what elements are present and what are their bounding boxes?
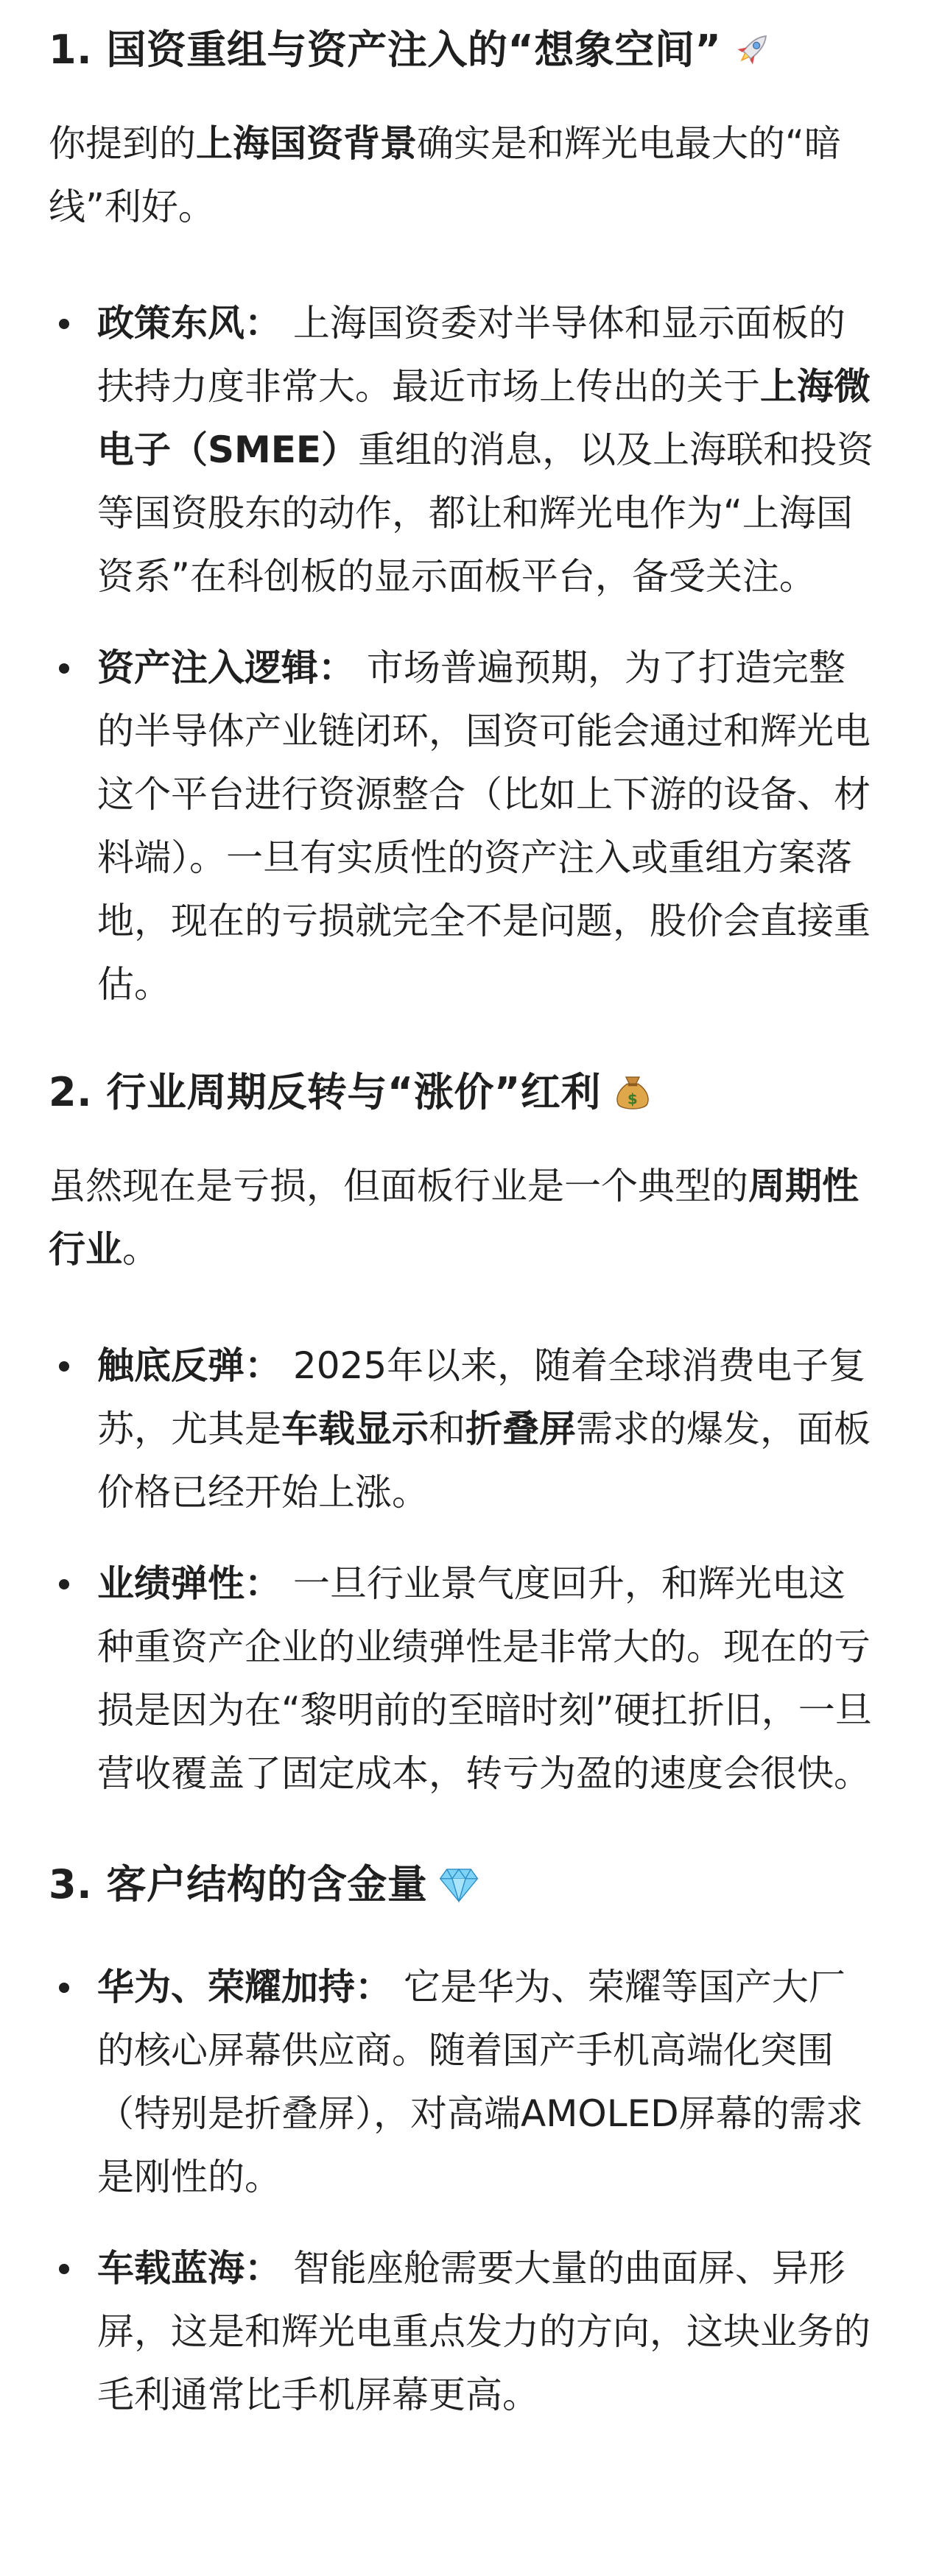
item-label: 车载蓝海： [97, 2247, 281, 2290]
intro-text: 。 [122, 1228, 159, 1271]
list-item [49, 1334, 881, 1524]
section-title [49, 1063, 881, 1122]
list-item [49, 292, 881, 608]
item-emphasis: 车载显示 [281, 1408, 429, 1450]
item-text: 上海国资委对半导体和显示面板的扶持力度非常大。最近市场上传出的关于 [97, 302, 846, 408]
bullet-list [49, 1955, 881, 2427]
intro-emphasis: 上海国资背景 [196, 122, 417, 165]
section-1 [49, 21, 881, 1016]
item-emphasis: 折叠屏 [465, 1408, 576, 1450]
svg-text:$: $ [627, 1090, 639, 1108]
intro-text: 确实是和辉光电最大的“暗线”利好。 [49, 122, 841, 228]
item-label: 业绩弹性： [97, 1562, 281, 1605]
item-label: 华为、荣耀加持： [97, 1966, 392, 2008]
list-item [49, 2237, 881, 2427]
section-title [49, 21, 881, 80]
intro-text: 虽然现在是亏损，但面板行业是一个典型的 [49, 1165, 748, 1207]
section-title-text: 3. 客户结构的含金量 [49, 1861, 428, 1908]
item-label: 资产注入逻辑： [97, 646, 355, 689]
bullet-dot-icon [59, 319, 69, 329]
gem-icon [437, 1863, 480, 1905]
money-bag-icon [611, 1070, 654, 1113]
item-text: 智能座舱需要大量的曲面屏、异形屏，这是和辉光电重点发力的方向，这块业务的毛利通常比手机屏幕更高。 [97, 2247, 871, 2416]
item-text: 市场普遍预期，为了打造完整的半导体产业链闭环，国资可能会通过和辉光电这个平台进行资源整合（比如上下游的设备、材料端）。一旦有实质性的资产注入或重组方案落地，现在的亏损就完全不是问题，股价会直接重估。 [97, 646, 871, 1006]
bullet-dot-icon [59, 1579, 69, 1589]
list-item [49, 1955, 881, 2209]
item-text: 和 [429, 1408, 465, 1450]
item-text: 它是华为、荣耀等国产大厂的核心屏幕供应商。随着国产手机高端化突围（特别是折叠屏），对高端AMOLED屏幕的需求是刚性的。 [97, 1966, 863, 2198]
list-item [49, 1552, 881, 1805]
intro-text: 你提到的 [49, 122, 196, 165]
list-item [49, 636, 881, 1016]
section-intro [49, 112, 881, 239]
section-3 [49, 1855, 881, 2427]
bullet-list [49, 1334, 881, 1805]
bullet-dot-icon [59, 1361, 69, 1372]
item-emphasis: 上海微电子（SMEE） [97, 365, 871, 471]
item-label: 触底反弹： [97, 1344, 281, 1387]
rocket-icon [731, 28, 774, 71]
bullet-list [49, 292, 881, 1016]
bullet-dot-icon [59, 2264, 69, 2274]
item-text: 一旦行业景气度回升，和辉光电这种重资产企业的业绩弹性是非常大的。现在的亏损是因为在“黎明前的至暗时刻”硬扛折旧，一旦营收覆盖了固定成本，转亏为盈的速度会很快。 [97, 1562, 872, 1795]
section-2 [49, 1063, 881, 1805]
bullet-dot-icon [59, 663, 69, 674]
section-title-text: 1. 国资重组与资产注入的“想象空间” [49, 27, 722, 73]
item-text: 需求的爆发，面板价格已经开始上涨。 [97, 1408, 871, 1514]
section-intro [49, 1154, 881, 1281]
section-title [49, 1855, 881, 1914]
bullet-dot-icon [59, 1983, 69, 1993]
item-label: 政策东风： [97, 302, 281, 345]
intro-emphasis: 周期性行业 [49, 1165, 859, 1271]
section-title-text: 2. 行业周期反转与“涨价”红利 [49, 1069, 601, 1115]
item-text: 重组的消息，以及上海联和投资等国资股东的动作，都让和辉光电作为“上海国资系”在科创板的显示面板平台，备受关注。 [97, 428, 874, 598]
item-text: 2025年以来，随着全球消费电子复苏，尤其是 [97, 1344, 866, 1450]
